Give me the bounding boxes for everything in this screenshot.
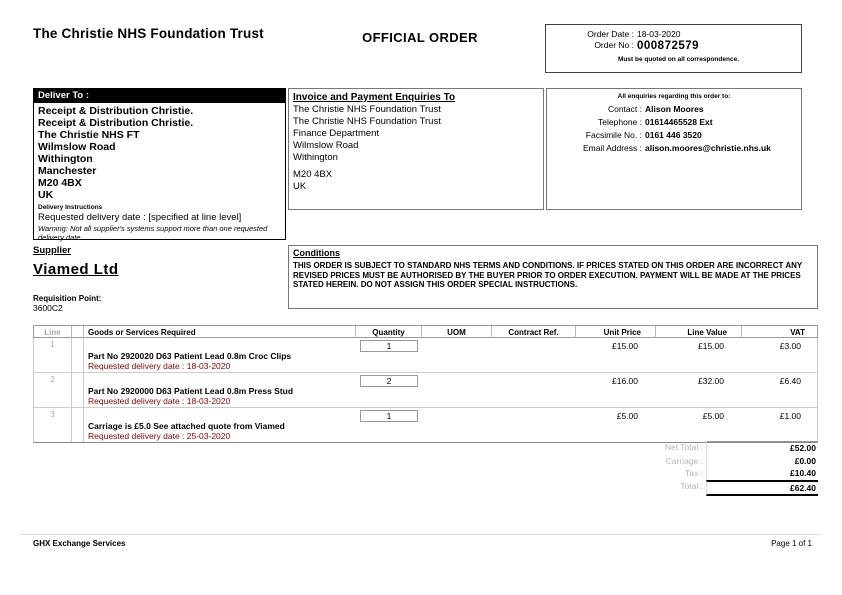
telephone-row (547, 116, 801, 129)
quantity-cell (356, 408, 422, 442)
deliver-address-line: The Christie NHS FT (38, 129, 140, 141)
spacer-cell (72, 408, 84, 442)
uom-cell (422, 373, 492, 407)
line-number: 1 (34, 338, 72, 372)
order-reference-box (545, 24, 802, 73)
requisition-point-label: Requisition Point: (33, 294, 102, 303)
order-date-row (546, 29, 801, 40)
net-total-value: £52.00 (706, 441, 818, 455)
deliver-address-line: Withington (38, 153, 93, 165)
col-header-uom: UOM (422, 326, 492, 338)
table-row (33, 408, 818, 443)
facsimile-row (547, 129, 801, 142)
delivery-instructions-label: Delivery Instructions (38, 204, 103, 211)
contact-value: Alison Moores (645, 104, 704, 114)
invoice-address-line: Withington (293, 152, 338, 163)
line-number: 2 (34, 373, 72, 407)
footer-page-number: Page 1 of 1 (771, 539, 812, 548)
tax-row (33, 467, 818, 480)
carriage-label: Carriage : (665, 455, 703, 466)
item-description: Carriage is £5.0 See attached quote from Viamed (88, 421, 285, 431)
order-date-value: 18-03-2020 (637, 29, 681, 39)
requisition-point-value: 3600C2 (33, 303, 63, 313)
supplier-section (33, 245, 119, 313)
enquiries-note: All enquiries regarding this order to: (617, 93, 731, 100)
invoice-enquiries-section (288, 88, 544, 210)
line-items-table (33, 325, 818, 443)
col-header-vat: VAT (790, 328, 805, 337)
invoice-address-line: Finance Department (293, 128, 380, 139)
spacer-cell (72, 373, 84, 407)
telephone-value: 01614465528 Ext (645, 117, 713, 127)
goods-cell (84, 338, 356, 372)
spacer-cell (72, 338, 84, 372)
line-value-cell: £32.00 (698, 376, 724, 386)
quantity-value: 1 (360, 340, 418, 352)
order-no-row (546, 40, 801, 53)
col-header-quantity: Quantity (356, 326, 422, 338)
invoice-address-line: UK (293, 181, 307, 192)
page-title: The Christie NHS Foundation Trust (33, 26, 264, 41)
col-header-line: Line (34, 326, 72, 338)
vat-cell: £6.40 (779, 376, 801, 386)
carriage-value: £0.00 (706, 455, 818, 468)
contract-ref-cell (492, 373, 576, 407)
table-row (33, 338, 818, 373)
order-no-label: Order No : (594, 40, 634, 50)
email-label: Email Address : (582, 143, 642, 153)
facsimile-value: 0161 446 3520 (645, 130, 702, 140)
col-header-goods: Goods or Services Required (84, 326, 356, 338)
email-row (547, 142, 801, 155)
order-no-value: 000872579 (637, 40, 700, 52)
net-total-label: Net Total : (664, 442, 703, 452)
contact-row (547, 103, 801, 116)
deliver-address-line: Wilmslow Road (38, 141, 116, 153)
totals-section (33, 441, 818, 496)
deliver-address-line: Receipt & Distribution Christie. (38, 105, 194, 117)
goods-cell (84, 373, 356, 407)
line-number: 3 (34, 408, 72, 442)
uom-cell (422, 408, 492, 442)
supplier-name: Viamed Ltd (33, 261, 119, 278)
total-value: £62.40 (706, 480, 818, 497)
deliver-address-line: Manchester (38, 165, 97, 177)
deliver-address-line: M20 4BX (38, 177, 82, 189)
unit-price-cell: £16.00 (612, 376, 638, 386)
invoice-enquiries-header: Invoice and Payment Enquiries To (293, 92, 456, 103)
delivery-warning: Warning: Not all supplier's systems support more than one requested delivery date (38, 224, 268, 242)
item-requested-delivery-date: Requested delivery date : 25-03-2020 (88, 431, 231, 441)
deliver-to-header: Deliver To : (34, 89, 285, 103)
invoice-address-line: The Christie NHS Foundation Trust (293, 116, 441, 127)
item-description: Part No 2920000 D63 Patient Lead 0.8m Press Stud (88, 386, 294, 396)
line-value-cell: £5.00 (702, 411, 724, 421)
footer-divider (20, 534, 822, 535)
conditions-section (288, 245, 818, 309)
enquiries-contact-section (546, 88, 802, 210)
net-total-row (33, 441, 818, 455)
col-header-line-value: Line Value (656, 326, 742, 338)
contract-ref-cell (492, 408, 576, 442)
footer-service-name: GHX Exchange Services (33, 539, 126, 548)
col-header-unit-price: Unit Price (576, 326, 656, 338)
unit-price-cell: £5.00 (616, 411, 638, 421)
table-row (33, 373, 818, 408)
contract-ref-cell (492, 338, 576, 372)
facsimile-label: Facsimile No. : (585, 130, 642, 140)
quantity-cell (356, 373, 422, 407)
total-label: Total : (680, 480, 703, 491)
order-note: Must be quoted on all correspondence. (618, 56, 739, 63)
invoice-address-line: M20 4BX (293, 169, 333, 180)
deliver-address-line: UK (38, 189, 54, 201)
requested-delivery-note: Requested delivery date : [specified at line level] (38, 212, 242, 223)
telephone-label: Telephone : (598, 117, 642, 127)
contact-label: Contact : (607, 104, 642, 114)
order-date-label: Order Date : (587, 29, 634, 39)
quantity-value: 2 (360, 375, 418, 387)
deliver-address-line: Receipt & Distribution Christie. (38, 117, 194, 129)
tax-value: £10.40 (706, 467, 818, 480)
invoice-address-line: Wilmslow Road (293, 140, 359, 151)
col-header-spacer (72, 326, 84, 338)
uom-cell (422, 338, 492, 372)
tax-label: Tax : (685, 468, 703, 478)
document-type-heading: OFFICIAL ORDER (362, 30, 478, 45)
col-header-contract-ref: Contract Ref. (492, 326, 576, 338)
goods-cell (84, 408, 356, 442)
vat-cell: £3.00 (779, 341, 801, 351)
unit-price-cell: £15.00 (612, 341, 638, 351)
conditions-header: Conditions (293, 248, 340, 258)
vat-cell: £1.00 (779, 411, 801, 421)
deliver-to-section (33, 88, 286, 240)
quantity-value: 1 (360, 410, 418, 422)
email-value: alison.moores@christie.nhs.uk (645, 143, 771, 153)
supplier-label: Supplier (33, 245, 72, 256)
total-row (33, 480, 818, 497)
item-requested-delivery-date: Requested delivery date : 18-03-2020 (88, 396, 231, 406)
line-value-cell: £15.00 (698, 341, 724, 351)
item-description: Part No 2920020 D63 Patient Lead 0.8m Croc Clips (88, 351, 292, 361)
conditions-text: THIS ORDER IS SUBJECT TO STANDARD NHS TERMS AND CONDITIONS. IF PRICES STATED ON THIS ORDER ARE INCORRECT ANY REVISED PRICES MUST BE AUTHORISED BY THE BUYER PRIOR TO ORDER EXECUTION. PAYMENT WILL BE MADE AT THE PRICES STATED HEREIN. DO NOT ASSIGN THIS ORDER SPECIAL INSTRUCTIONS. (293, 261, 803, 289)
table-header-row (33, 325, 818, 338)
item-requested-delivery-date: Requested delivery date : 18-03-2020 (88, 361, 231, 371)
carriage-row (33, 455, 818, 468)
invoice-address-line: The Christie NHS Foundation Trust (293, 104, 441, 115)
quantity-cell (356, 338, 422, 372)
